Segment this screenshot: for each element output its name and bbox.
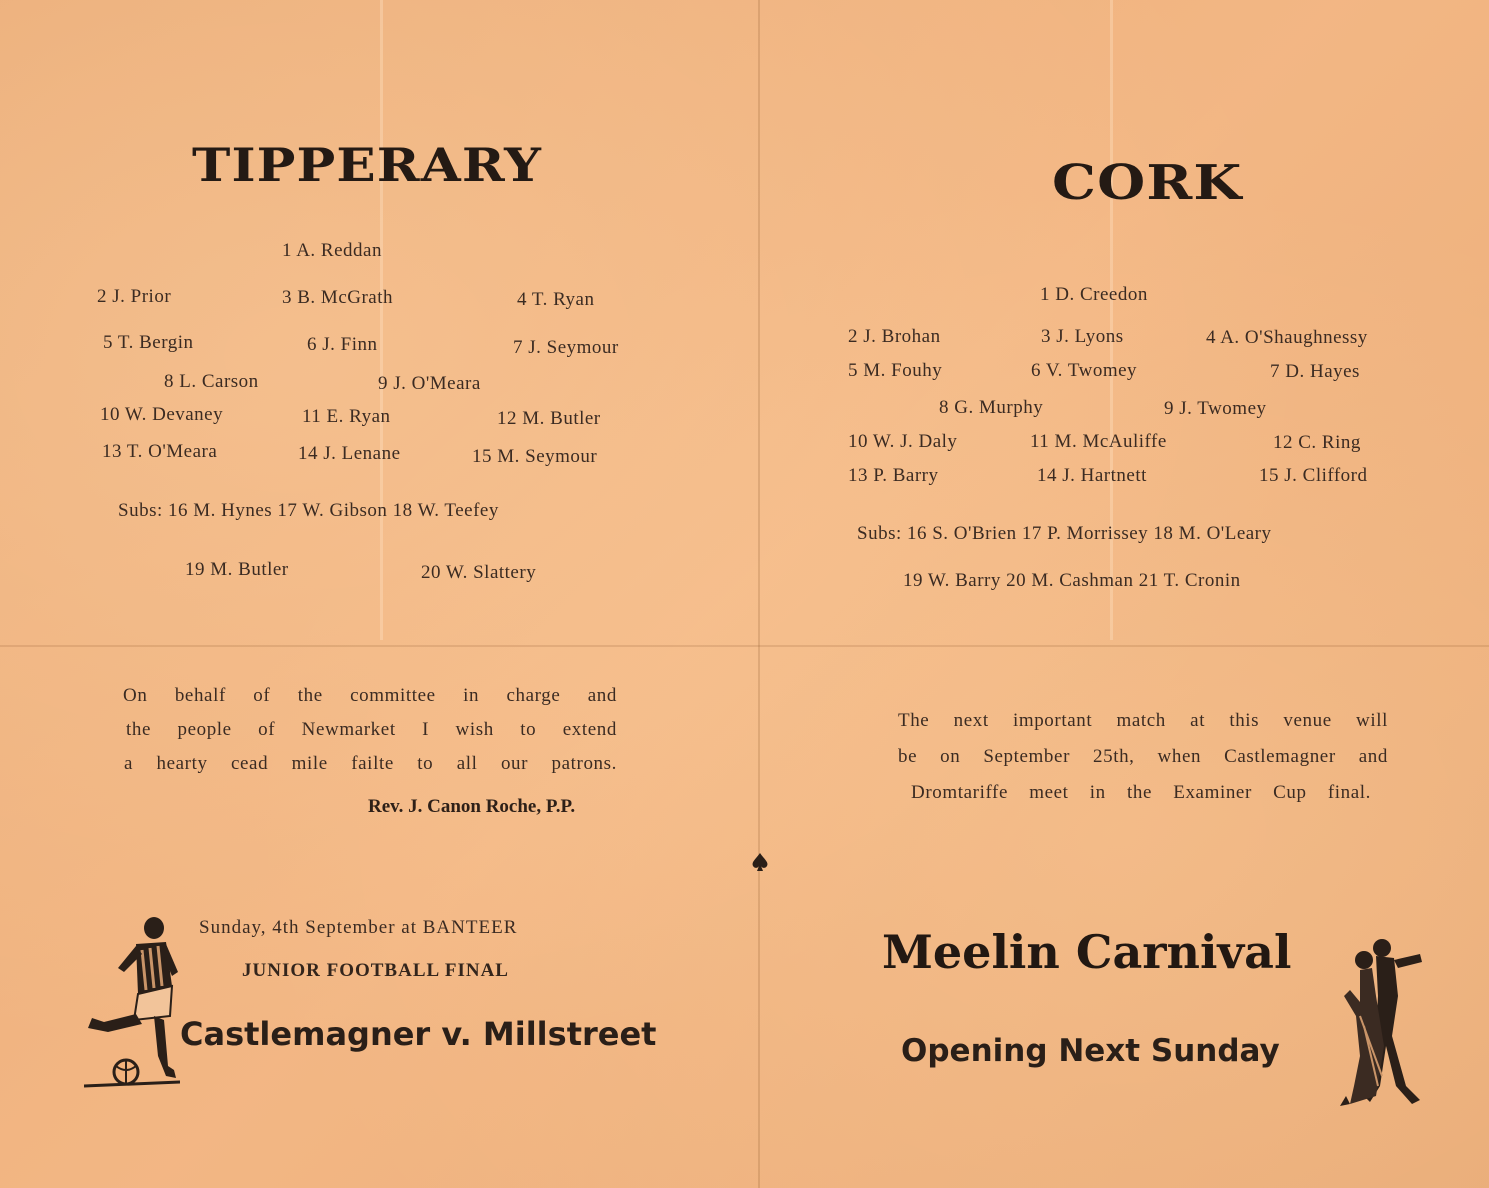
cork-subs: Subs: 16 S. O'Brien 17 P. Morrissey 18 M. O'Leary bbox=[857, 523, 1272, 544]
tipperary-player: 8 L. Carson bbox=[164, 371, 259, 392]
tipperary-player: 12 M. Butler bbox=[497, 408, 601, 429]
tipperary-player: 7 J. Seymour bbox=[513, 337, 619, 358]
cork-player: 1 D. Creedon bbox=[1040, 284, 1148, 305]
cork-player: 2 J. Brohan bbox=[848, 326, 941, 347]
cork-player: 12 C. Ring bbox=[1273, 432, 1361, 453]
football-date-line: Sunday, 4th September at BANTEER bbox=[199, 917, 518, 938]
spade-ornament-icon bbox=[751, 852, 769, 872]
cork-player: 11 M. McAuliffe bbox=[1030, 431, 1167, 452]
cork-player: 13 P. Barry bbox=[848, 465, 939, 486]
tipperary-player: 10 W. Devaney bbox=[100, 404, 224, 425]
tipperary-player: 14 J. Lenane bbox=[298, 443, 401, 464]
welcome-signature: Rev. J. Canon Roche, P.P. bbox=[368, 796, 576, 817]
crease bbox=[380, 0, 383, 640]
footballer-icon bbox=[84, 916, 180, 1092]
next-match-line: Dromtariffe meet in the Examiner Cup final. bbox=[911, 782, 1371, 803]
tipperary-player: 15 M. Seymour bbox=[472, 446, 598, 467]
cork-player: 15 J. Clifford bbox=[1259, 465, 1368, 486]
tipperary-subs: 20 W. Slattery bbox=[421, 562, 537, 583]
cork-player: 4 A. O'Shaughnessy bbox=[1206, 327, 1368, 348]
tipperary-subs: 19 M. Butler bbox=[185, 559, 289, 580]
cork-player: 6 V. Twomey bbox=[1031, 360, 1138, 381]
tipperary-player: 2 J. Prior bbox=[97, 286, 172, 307]
welcome-line: a hearty cead mile failte to all our patrons. bbox=[124, 753, 617, 774]
cork-title: CORK bbox=[1052, 155, 1243, 211]
tipperary-player: 11 E. Ryan bbox=[302, 406, 391, 427]
tipperary-player: 3 B. McGrath bbox=[282, 287, 394, 308]
cork-player: 3 J. Lyons bbox=[1041, 326, 1124, 347]
tipperary-title: TIPPERARY bbox=[192, 138, 543, 192]
cork-player: 9 J. Twomey bbox=[1164, 398, 1267, 419]
cork-player: 10 W. J. Daly bbox=[848, 431, 958, 452]
horizontal-fold bbox=[0, 645, 1489, 647]
carnival-title: Meelin Carnival bbox=[882, 925, 1292, 979]
football-fixture: Castlemagner v. Millstreet bbox=[180, 1015, 657, 1053]
tipperary-subs: Subs: 16 M. Hynes 17 W. Gibson 18 W. Teefey bbox=[118, 500, 499, 521]
cork-player: 5 M. Fouhy bbox=[848, 360, 943, 381]
cork-player: 7 D. Hayes bbox=[1270, 361, 1360, 382]
tipperary-player: 1 A. Reddan bbox=[282, 240, 382, 261]
tipperary-player: 6 J. Finn bbox=[307, 334, 378, 355]
center-fold bbox=[758, 0, 760, 1188]
cork-player: 8 G. Murphy bbox=[939, 397, 1044, 418]
next-match-line: be on September 25th, when Castlemagner and bbox=[898, 746, 1388, 767]
tipperary-player: 13 T. O'Meara bbox=[102, 441, 218, 462]
welcome-line: On behalf of the committee in charge and bbox=[123, 685, 617, 706]
cork-player: 14 J. Hartnett bbox=[1037, 465, 1147, 486]
carnival-subtitle: Opening Next Sunday bbox=[901, 1033, 1280, 1069]
next-match-line: The next important match at this venue will bbox=[898, 710, 1388, 731]
cork-subs: 19 W. Barry 20 M. Cashman 21 T. Cronin bbox=[903, 570, 1241, 591]
tipperary-player: 4 T. Ryan bbox=[517, 289, 595, 310]
football-event: JUNIOR FOOTBALL FINAL bbox=[242, 960, 509, 981]
tipperary-player: 5 T. Bergin bbox=[103, 332, 194, 353]
dancing-couple-icon bbox=[1336, 936, 1428, 1108]
tipperary-player: 9 J. O'Meara bbox=[378, 373, 481, 394]
welcome-line: the people of Newmarket I wish to extend bbox=[126, 719, 617, 740]
